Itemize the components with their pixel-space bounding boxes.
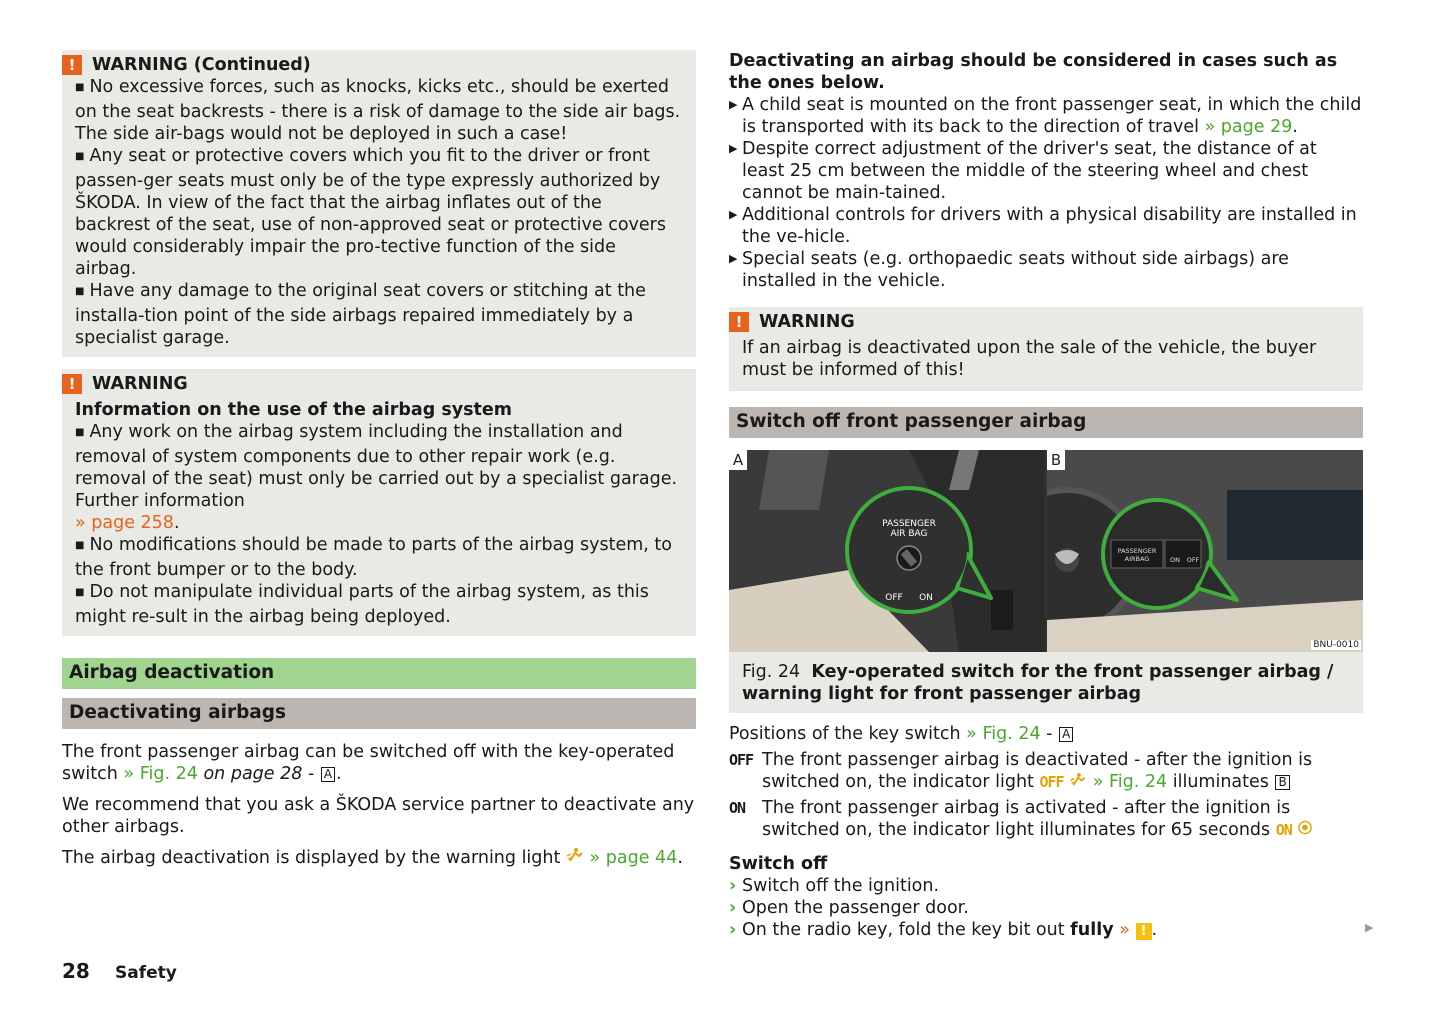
off-lamp-label: OFF [1039,773,1064,791]
switch-position-on [729,797,1363,841]
list-item [729,94,1363,138]
switch-position-text: The front passenger airbag is deactivated - after the ignition is switched on, the indicator light OFF » Fig. 24 illuminates B [762,750,1313,792]
warning-icon: ! [729,312,749,332]
right-column [729,50,1363,941]
procedure-step [729,897,1363,919]
page-number: 28 [62,959,90,983]
airbag-on-lamp-icon [1297,820,1313,840]
page-reference: on page 28 [203,764,303,784]
figure-panel-b [1047,450,1363,652]
chevron-right-icon: › [729,920,737,940]
svg-text:AIRBAG: AIRBAG [1124,555,1150,563]
paragraph-service-partner: We recommend that you ask a ŠKODA service partner to deactivate any other airbags. [62,795,695,837]
figure-number: Fig. 24 [742,662,801,682]
fig-24-link[interactable]: » Fig. 24 [966,724,1041,744]
paragraph-warning-light: The airbag deactivation is displayed by the warning light » page 44. [62,848,683,868]
svg-text:ON: ON [1170,556,1180,564]
warning-item: ■ Any work on the airbag system including the installation and removal of system components due to other repair work (e.g. removal of the seat) must only be carried out by a specialist garage. Further information » page 258. [75,421,682,534]
on-tag: ON [729,799,746,817]
warning-text: If an airbag is deactivated upon the sale of the vehicle, the buyer must be informed of this! [742,338,1317,380]
warning-ref-link[interactable]: » [1119,920,1130,940]
on-lamp-label: ON [1275,821,1292,839]
svg-text:ON: ON [919,593,933,603]
procedure-step [729,875,1363,897]
key-a-badge: A [1059,727,1073,742]
warning-title: WARNING [759,312,855,332]
list-item-text: A child seat is mounted on the front passenger seat, in which the child is transported with its back to the direction of travel » page 29. [742,95,1362,137]
step-text: On the radio key, fold the key bit out fully » ! . [742,920,1158,940]
warning-item: ■ Have any damage to the original seat covers or stitching at the installa-tion point of the side airbags repaired immediately by a specialist garage. [75,280,682,349]
switch-off-heading: Switch off [729,854,828,874]
page-44-link[interactable]: » page 44 [589,848,678,868]
svg-text:AIR BAG: AIR BAG [890,529,928,539]
chevron-right-icon: › [729,876,737,896]
chevron-right-icon: › [729,898,737,918]
list-item-text: Despite correct adjustment of the driver's seat, the distance of at least 25 cm between the middle of the steering wheel and chest cannot be main-tained. [742,139,1317,203]
off-tag: OFF [729,751,754,769]
airbag-off-lamp-icon [566,848,590,868]
figure-panel-a [729,450,1045,652]
triangle-bullet-icon: ▶ [729,208,738,221]
warning-header [62,373,682,395]
list-item [729,204,1363,248]
key-a-badge: A [321,767,335,782]
warning-item: ■ No modifications should be made to parts of the airbag system, to the front bumper or to the body. [75,534,682,581]
svg-text:PASSENGER: PASSENGER [882,519,936,529]
subsection-heading-deactivating-airbags: Deactivating airbags [62,698,696,729]
figure-caption [729,652,1363,713]
panel-b-illustration [1047,450,1363,652]
panel-a-label: A [729,450,747,470]
figure-caption-text: Key-operated switch for the front passenger airbag / warning light for front passenger airbag [742,662,1334,704]
switch-position-off [729,749,1363,793]
figure-24 [729,450,1363,652]
svg-text:PASSENGER: PASSENGER [1117,547,1157,555]
positions-text: Positions of the key switch [729,724,961,744]
page-footer [62,960,177,984]
warning-item: ■ Do not manipulate individual parts of the airbag system, as this might re-sult in the airbag being deployed. [75,581,682,628]
warning-item: ■ No excessive forces, such as knocks, kicks etc., should be exerted on the seat backrests - there is a risk of damage to the side air bags. The side air-bags would not be deployed in such a case! [75,76,682,145]
left-column [62,50,696,869]
positions-line: Positions of the key switch » Fig. 24 - A [729,723,1363,745]
warning-header [62,54,682,76]
warning-title: WARNING (Continued) [92,55,311,75]
warning-header [729,311,1349,333]
warning-sale-box [729,307,1363,391]
warning-icon: ! [62,55,82,75]
key-b-badge: B [1275,775,1289,790]
svg-text:OFF: OFF [885,593,903,603]
paragraph-text: The front passenger airbag can be switched off with the key-operated switch [62,742,675,784]
paragraph-text: The airbag deactivation is displayed by the warning light [62,848,561,868]
triangle-bullet-icon: ▶ [729,252,738,265]
switch-position-text: The front passenger airbag is activated - after the ignition is switched on, the indicator light illuminates for 65 seconds ON [762,797,1363,841]
warning-title: WARNING [92,374,188,394]
caution-icon: ! [1136,923,1152,940]
page-258-link[interactable]: » page 258 [75,513,174,533]
fig-24-link[interactable]: » Fig. 24 [123,764,198,784]
procedure-step [729,919,1363,941]
page-29-link[interactable]: » page 29 [1204,117,1293,137]
panel-b-label: B [1047,450,1065,470]
step-text: Switch off the ignition. [742,876,940,896]
warning-subtitle: Information on the use of the airbag system [75,400,513,420]
warning-item: ■ Any seat or protective covers which you fit to the driver or front passen-ger seats must only be of the type expressly authorized by ŠKODA. In view of the fact that the airbag inflates out of the backrest of the seat, use of non-approved seat or protective covers would considerably impair the pro-tective function of the side airbag. [75,145,682,280]
svg-text:OFF: OFF [1186,556,1200,564]
warning-item-text: Any work on the airbag system including the installation and removal of system components due to other repair work (e.g. removal of the seat) must only be carried out by a specialist garage. Further information [75,422,678,511]
section-name: Safety [115,963,177,983]
figure-reference-code: BNU-0010 [1313,640,1359,650]
list-item [729,248,1363,292]
section-heading-airbag-deactivation: Airbag deactivation [62,658,696,689]
warning-airbag-system-box [62,369,696,636]
continue-arrow-icon: ▶ [1365,921,1374,934]
intro-text: Deactivating an airbag should be considered in cases such as the ones below. [729,51,1338,93]
list-item-text: Special seats (e.g. orthopaedic seats without side airbags) are installed in the vehicle. [742,249,1289,291]
list-item-text: Additional controls for drivers with a physical disability are installed in the ve-hicle. [742,205,1357,247]
triangle-bullet-icon: ▶ [729,142,738,155]
emphasis: fully [1070,920,1114,940]
list-item [729,138,1363,204]
panel-a-illustration [729,450,1045,652]
airbag-off-lamp-icon [1069,772,1087,792]
triangle-bullet-icon: ▶ [729,98,738,111]
section-heading-switch-off: Switch off front passenger airbag [729,407,1363,438]
fig-24-link[interactable]: » Fig. 24 [1092,772,1168,792]
warning-continued-box [62,50,696,357]
step-text: Open the passenger door. [742,898,969,918]
paragraph-key-switch: The front passenger airbag can be switched off with the key-operated switch » Fig. 24 on page 28 - A . [62,742,675,784]
warning-icon: ! [62,374,82,394]
